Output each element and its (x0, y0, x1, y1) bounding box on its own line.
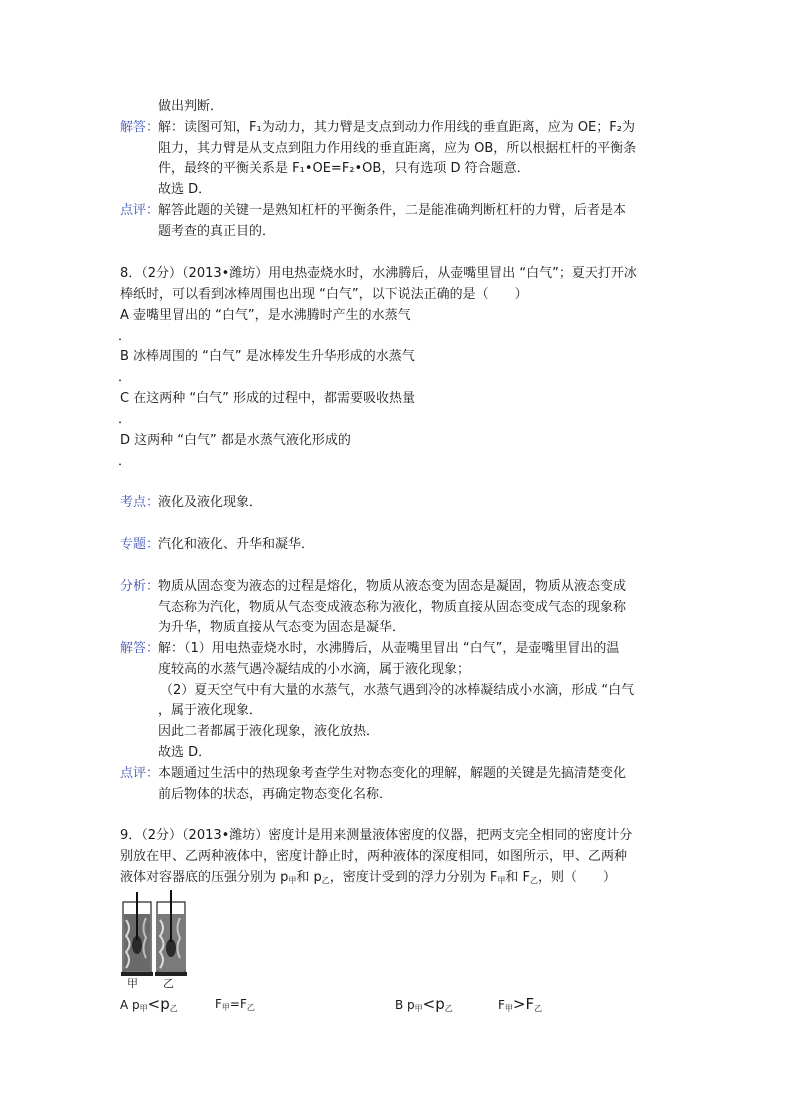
subscript: 甲 (139, 1004, 148, 1013)
subscript: 乙 (444, 1004, 453, 1013)
option-b (395, 994, 453, 1019)
figure-label-jia: 甲 (127, 977, 138, 990)
answer-text: 解：（1）用电热壶烧水时，水沸腾后，从壶嘴里冒出 “白气”，是壶嘴里冒出的温 (158, 641, 620, 656)
comment-text: 题考查的真正目的． (158, 224, 276, 239)
answer-text: 故选 D． (158, 745, 212, 760)
question-stem: 8．（2分）（2013•潍坊）用电热壶烧水时，水沸腾后，从壶嘴里冒出 “白气”；夏天打开冰 (120, 266, 637, 281)
fenxi-text: 物质从固态变为液态的过程是熔化，物质从液态变为固态是凝固，物质从液态变成 (158, 579, 627, 594)
kaodian-label: 考点： (120, 495, 160, 510)
question-stem (120, 868, 616, 891)
option-c: C 在这两种 “白气” 形成的过程中，都需要吸收热量 (120, 391, 415, 406)
subscript: 甲 (414, 1004, 423, 1013)
comment-label: 点评： (120, 766, 160, 781)
fenxi-label: 分析： (120, 579, 160, 594)
option-dot: ． (118, 412, 132, 427)
answer-text: （2）夏天空气中有大量的水蒸气，水蒸气遇到冷的冰棒凝结成小水滴，形成 “白气 (160, 683, 635, 698)
option-a: A 壶嘴里冒出的 “白气”，是水沸腾时产生的水蒸气 (120, 308, 411, 323)
comment-text: 解答此题的关键一是熟知杠杆的平衡条件，二是能准确判断杠杆的力臂，后者是本 (158, 203, 627, 218)
stem-text: 和 p (296, 870, 322, 885)
option-text: >F (512, 995, 535, 1013)
subscript: 甲 (221, 1003, 230, 1012)
comment-label: 点评： (120, 203, 160, 218)
answer-text: 度较高的水蒸气遇冷凝结成的小水滴，属于液化现象； (158, 662, 471, 677)
option-text: F (215, 997, 222, 1011)
figure-label-yi: 乙 (163, 977, 174, 990)
subscript: 乙 (530, 876, 539, 885)
subscript: 乙 (321, 876, 330, 885)
text-line: 做出判断． (158, 99, 224, 114)
stem-text: 液体对容器底的压强分别为 p (120, 870, 289, 885)
stem-text: ，密度计受到的浮力分别为 F (329, 870, 498, 885)
option-dot: ． (118, 454, 132, 469)
option-text: =F (229, 997, 247, 1011)
question-stem: 别放在甲、乙两种液体中，密度计静止时，两种液体的深度相同，如图所示，甲、乙两种 (120, 849, 628, 864)
fenxi-text: 为升华，物质直接从气态变为固态是凝华． (158, 620, 406, 635)
subscript: 乙 (169, 1004, 178, 1013)
hydrometer-figure (120, 890, 190, 990)
option-text: <p (422, 995, 445, 1013)
answer-text: 解：读图可知，F₁为动力，其力臂是支点到动力作用线的垂直距离，应为 OE；F₂为 (158, 120, 635, 135)
subscript: 乙 (534, 1004, 543, 1013)
subscript: 乙 (246, 1003, 255, 1012)
comment-text: 本题通过生活中的热现象考查学生对物态变化的理解，解题的关键是先搞清楚变化 (158, 766, 627, 781)
kaodian-text: 液化及液化现象． (158, 495, 263, 510)
zhuanti-label: 专题： (120, 537, 160, 552)
question-stem: 棒纸时，可以看到冰棒周围也出现 “白气”，以下说法正确的是（ ） (120, 287, 528, 302)
stem-text: ，则（ ） (538, 870, 617, 885)
subscript: 甲 (288, 876, 297, 885)
option-dot: ． (118, 370, 132, 385)
answer-text: 故选 D． (158, 182, 212, 197)
subscript: 甲 (504, 1004, 513, 1013)
comment-text: 前后物体的状态，再确定物态变化名称． (158, 787, 393, 802)
option-a (120, 994, 178, 1019)
option-text: B p (395, 998, 415, 1012)
question-stem: 9．（2分）（2013•潍坊）密度计是用来测量液体密度的仪器，把两支完全相同的密度计分 (120, 828, 633, 843)
answer-text: 件，最终的平衡关系是 F₁•OE=F₂•OB，只有选项 D 符合题意． (158, 161, 530, 176)
subscript: 甲 (497, 876, 506, 885)
fenxi-text: 气态称为汽化，物质从气态变成液态称为液化，物质直接从固态变成气态的现象称 (158, 600, 627, 615)
zhuanti-text: 汽化和液化、升华和凝华． (158, 537, 315, 552)
answer-label: 解答： (120, 641, 160, 656)
option-text: <p (147, 995, 170, 1013)
option-dot: ． (118, 329, 132, 344)
option-text: F (498, 998, 505, 1012)
answer-text: 阻力，其力臂是从支点到阻力作用线的垂直距离，应为 OB，所以根据杠杆的平衡条 (158, 141, 637, 156)
answer-text: 因此二者都属于液化现象，液化放热． (158, 724, 380, 739)
option-a-force (215, 994, 255, 1018)
answer-label: 解答： (120, 120, 160, 135)
option-text: A p (120, 998, 140, 1012)
answer-text: ，属于液化现象． (158, 703, 263, 718)
option-d: D 这两种 “白气” 都是水蒸气液化形成的 (120, 433, 351, 448)
stem-text: 和 F (505, 870, 531, 885)
option-b-force (498, 994, 542, 1019)
option-b: B 冰棒周围的 “白气” 是冰棒发生升华形成的水蒸气 (120, 349, 415, 364)
